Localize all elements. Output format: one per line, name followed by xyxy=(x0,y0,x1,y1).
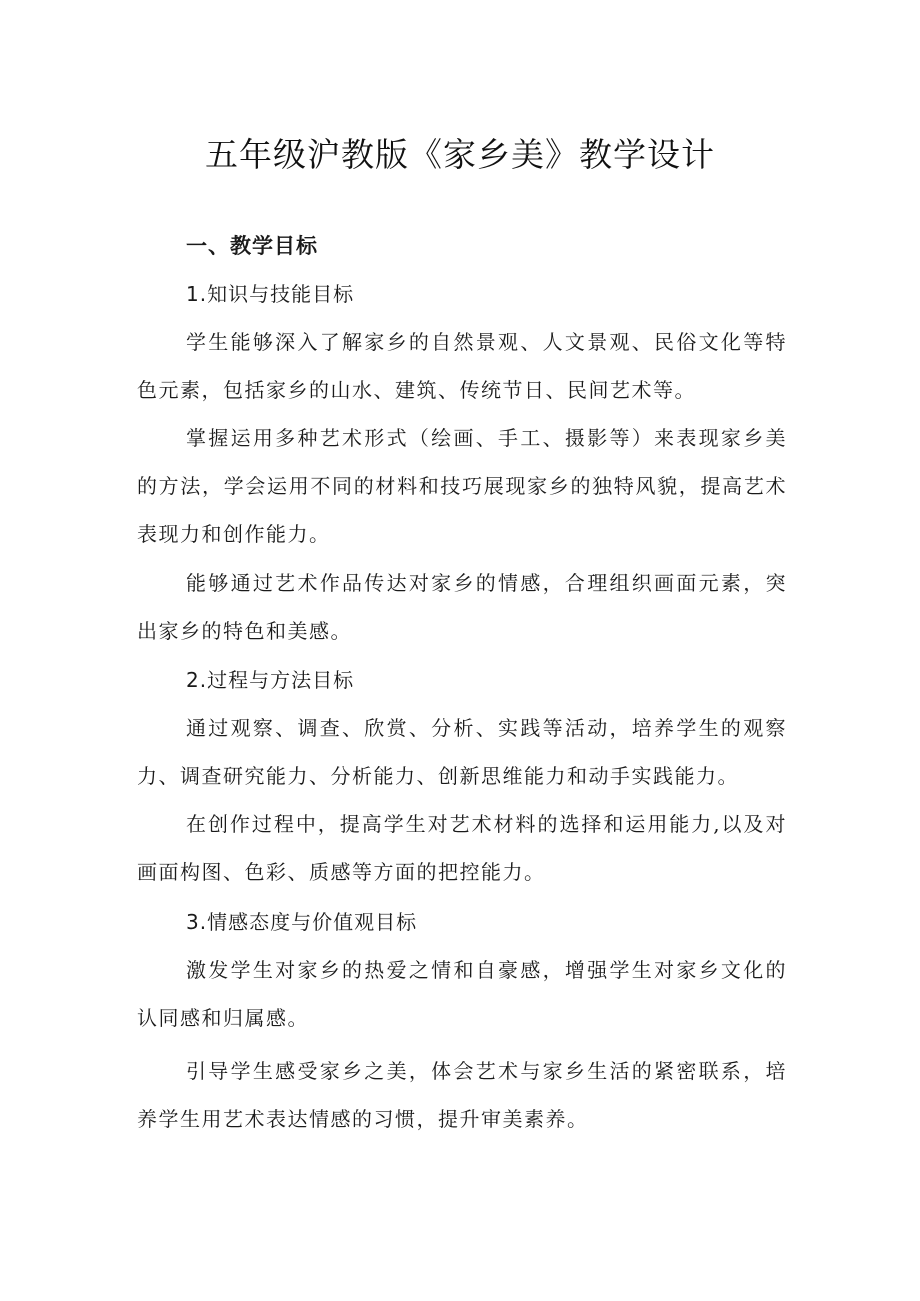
paragraph: 引导学生感受家乡之美，体会艺术与家乡生活的紧密联系，培养学生用艺术表达情感的习惯，提升审美素养。 xyxy=(137,1059,787,1131)
subsection-heading-knowledge-skills: 1.知识与技能目标 xyxy=(186,282,355,306)
paragraph: 激发学生对家乡的热爱之情和自豪感，增强学生对家乡文化的认同感和归属感。 xyxy=(137,958,787,1030)
paragraph: 掌握运用多种艺术形式（绘画、手工、摄影等）来表现家乡美的方法，学会运用不同的材料和技巧展现家乡的独特风貌，提高艺术表现力和创作能力。 xyxy=(137,426,787,546)
section-heading-teaching-goals: 一、教学目标 xyxy=(186,234,318,258)
paragraph: 能够通过艺术作品传达对家乡的情感，合理组织画面元素，突出家乡的特色和美感。 xyxy=(137,571,787,643)
subsection-heading-process-method: 2.过程与方法目标 xyxy=(186,668,355,692)
paragraph: 学生能够深入了解家乡的自然景观、人文景观、民俗文化等特色元素，包括家乡的山水、建筑、传统节日、民间艺术等。 xyxy=(137,330,787,402)
paragraph: 通过观察、调查、欣赏、分析、实践等活动，培养学生的观察力、调查研究能力、分析能力、创新思维能力和动手实践能力。 xyxy=(137,716,787,788)
document-title: 五年级沪教版《家乡美》教学设计 xyxy=(205,135,715,174)
subsection-heading-emotion-values: 3.情感态度与价值观目标 xyxy=(186,910,418,934)
paragraph: 在创作过程中，提高学生对艺术材料的选择和运用能力,以及对画面构图、色彩、质感等方面的把控能力。 xyxy=(137,812,787,884)
